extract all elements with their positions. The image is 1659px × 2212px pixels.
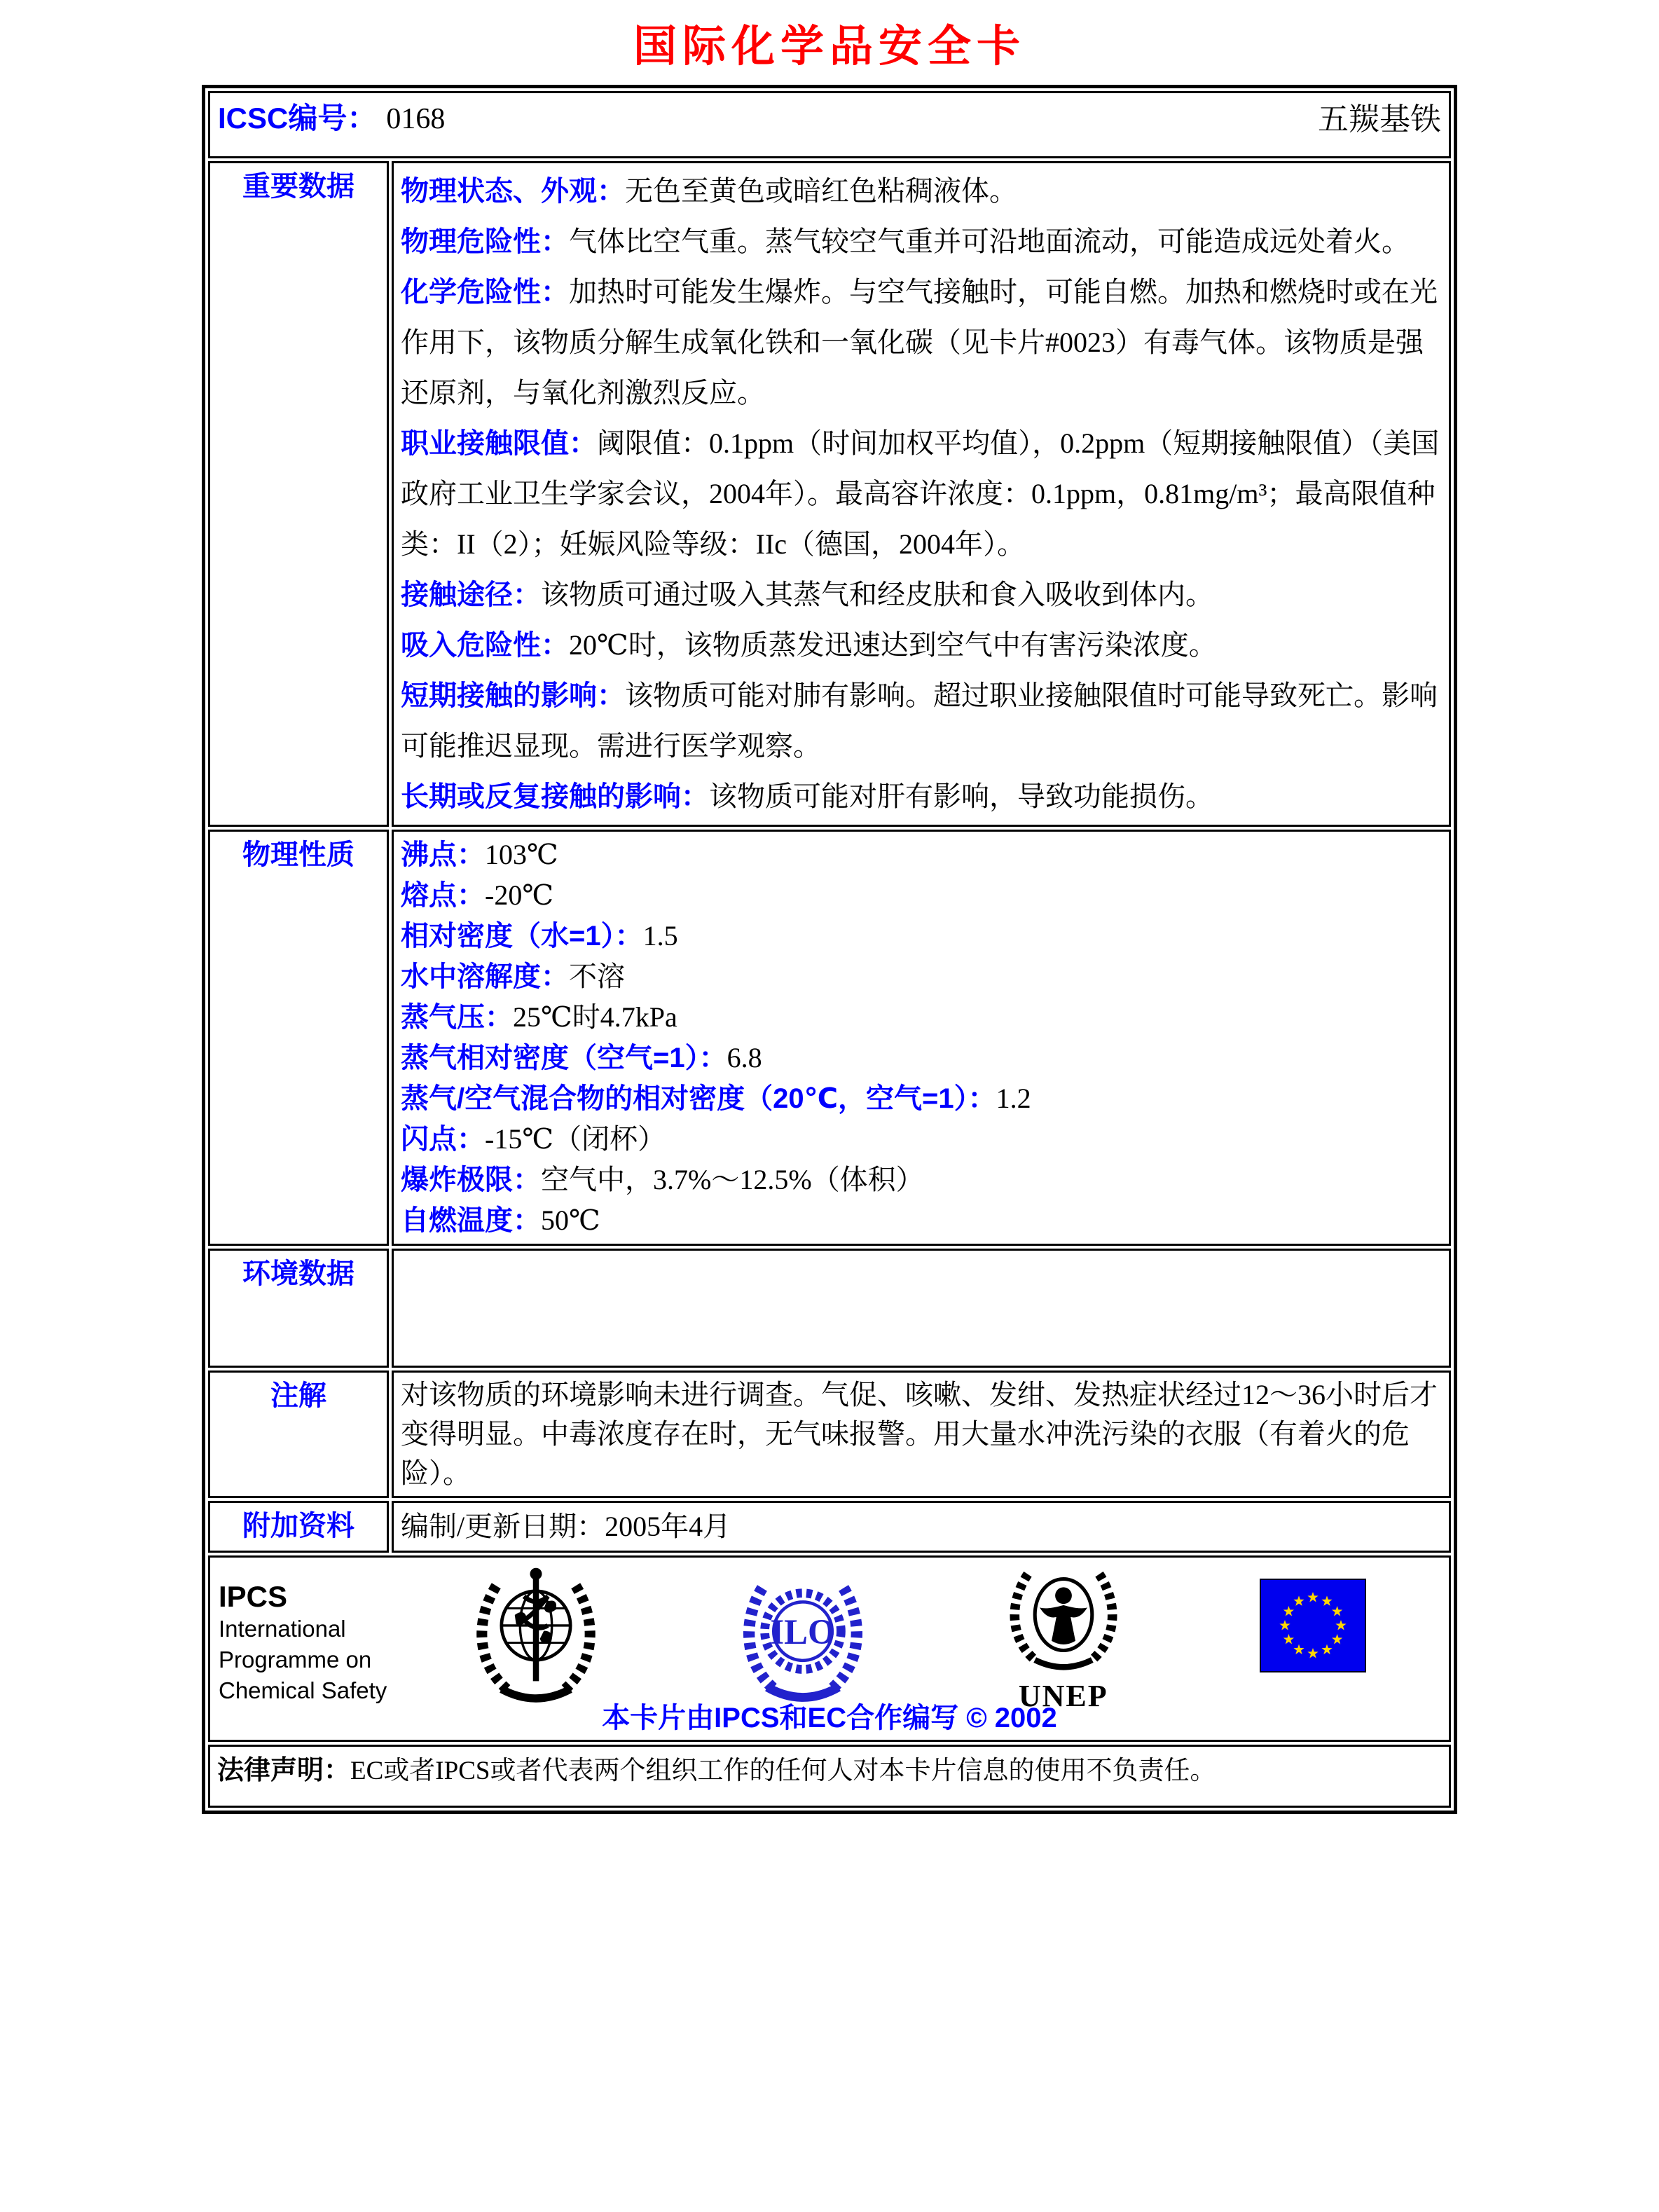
section-label-additional-info: 附加资料 xyxy=(208,1501,389,1553)
field-value: 20℃时，该物质蒸发迅速达到空气中有害污染浓度。 xyxy=(569,629,1217,661)
icsc-number-group xyxy=(218,95,445,137)
field-label: 长期或反复接触的影响： xyxy=(401,781,709,812)
ipcs-subtitle-line: Programme on xyxy=(219,1647,372,1672)
field-value: 阈限值：0.1ppm（时间加权平均值），0.2ppm（短期接触限值）（美国政府工业卫生学家会议，2004年）。最高容许浓度：0.1ppm，0.81mg/m³；最高限值种类：II（2）；妊娠风险等级：IIc（德国，2004年）。 xyxy=(401,427,1440,560)
field-label: 闪点： xyxy=(401,1124,485,1155)
data-item xyxy=(401,1078,1442,1119)
field-value: 该物质可能对肺有影响。超过职业接触限值时可能导致死亡。影响可能推迟显现。需进行医学观察。 xyxy=(401,680,1438,762)
data-item xyxy=(401,217,1442,267)
ilo-logo-icon xyxy=(739,1570,867,1711)
field-value: 103℃ xyxy=(485,839,558,870)
who-logo-icon xyxy=(469,1565,603,1714)
unep-logo-icon xyxy=(1004,1565,1123,1712)
data-item xyxy=(401,1200,1442,1241)
data-item xyxy=(401,418,1442,570)
icsc-number-value: 0168 xyxy=(386,103,446,135)
field-label: 短期接触的影响： xyxy=(401,680,625,711)
field-label: 熔点： xyxy=(401,880,485,911)
data-item xyxy=(401,875,1442,916)
card-header-row xyxy=(208,91,1451,158)
field-label: 蒸气相对密度（空气=1）： xyxy=(401,1043,727,1073)
data-item xyxy=(401,997,1442,1038)
field-label: 沸点： xyxy=(401,839,485,870)
unep-wordmark: UNEP xyxy=(1018,1679,1108,1713)
field-label: 物理状态、外观： xyxy=(401,176,625,207)
page-title: 国际化学品安全卡 xyxy=(633,22,1026,71)
section-content-environmental-data xyxy=(392,1249,1451,1368)
data-item xyxy=(401,1160,1442,1200)
field-value: -20℃ xyxy=(485,879,554,911)
data-item xyxy=(401,916,1442,956)
section-content-additional-info: 编制/更新日期：2005年4月 xyxy=(392,1501,1451,1553)
field-label: 蒸气/空气混合物的相对密度（20℃，空气=1）： xyxy=(401,1083,996,1114)
ipcs-subtitle-line: Chemical Safety xyxy=(219,1677,387,1703)
ipcs-acronym: IPCS xyxy=(219,1580,288,1613)
field-label: 接触途径： xyxy=(401,579,541,610)
ilo-letters: ILO xyxy=(770,1612,836,1652)
chemical-name: 五羰基铁 xyxy=(1318,102,1441,137)
field-label: 相对密度（水=1）： xyxy=(401,921,643,952)
ipcs-text-block xyxy=(219,1565,401,1706)
section-label-physical-properties: 物理性质 xyxy=(208,830,389,1246)
legal-notice-row xyxy=(208,1745,1451,1808)
safety-card-table xyxy=(202,85,1457,1814)
data-item xyxy=(401,1119,1442,1160)
field-value: 6.8 xyxy=(727,1042,762,1073)
section-label-important-data: 重要数据 xyxy=(208,161,389,827)
field-label: 吸入危险性： xyxy=(401,630,569,661)
notes-text: 对该物质的环境影响未进行调查。气促、咳嗽、发绀、发热症状经过12～36小时后才变得明显。中毒浓度存在时，无气味报警。用大量水冲洗污染的衣服（有着火的危险）。 xyxy=(401,1379,1438,1489)
field-value: 该物质可能对肝有影响，导致功能损伤。 xyxy=(709,781,1213,812)
field-value: 空气中，3.7%～12.5%（体积） xyxy=(541,1164,924,1195)
field-value: 气体比空气重。蒸气较空气重并可沿地面流动，可能造成远处着火。 xyxy=(569,226,1410,257)
legal-notice-text: EC或者IPCS或者代表两个组织工作的任何人对本卡片信息的使用不负责任。 xyxy=(350,1757,1216,1785)
field-value: 不溶 xyxy=(569,961,625,992)
data-item xyxy=(401,267,1442,418)
field-label: 职业接触限值： xyxy=(401,428,597,459)
field-label: 化学危险性： xyxy=(401,277,569,308)
section-content-important-data xyxy=(392,161,1451,827)
data-item xyxy=(401,771,1442,822)
ipcs-subtitle-line: International xyxy=(219,1616,346,1642)
legal-notice-label: 法律声明： xyxy=(217,1756,351,1785)
field-label: 爆炸极限： xyxy=(401,1165,541,1195)
section-label-environmental-data: 环境数据 xyxy=(208,1249,389,1368)
data-item xyxy=(401,166,1442,217)
field-label: 自燃温度： xyxy=(401,1205,541,1236)
field-label: 蒸气压： xyxy=(401,1002,513,1033)
data-item xyxy=(401,620,1442,671)
field-label: 物理危险性： xyxy=(401,226,569,257)
section-content-notes xyxy=(392,1371,1451,1498)
field-value: 1.2 xyxy=(996,1083,1031,1114)
field-value: 该物质可通过吸入其蒸气和经皮肤和食入吸收到体内。 xyxy=(541,579,1213,610)
field-value: 加热时可能发生爆炸。与空气接触时，可能自燃。加热和燃烧时或在光作用下，该物质分解生成氧化铁和一氧化碳（见卡片#0023）有毒气体。该物质是强还原剂，与氧化剂激烈反应。 xyxy=(401,276,1438,408)
eu-flag-icon xyxy=(1260,1579,1366,1676)
cooperation-credit: 本卡片由IPCS和EC合作编写 © 2002 xyxy=(602,1703,1057,1733)
data-item xyxy=(401,570,1442,620)
data-item xyxy=(401,1038,1442,1078)
section-content-physical-properties xyxy=(392,830,1451,1246)
section-label-notes: 注解 xyxy=(208,1371,389,1498)
field-value: -15℃（闭杯） xyxy=(485,1123,666,1155)
data-item xyxy=(401,956,1442,997)
icsc-number-label: ICSC编号： xyxy=(218,102,377,135)
data-item xyxy=(401,834,1442,875)
field-label: 水中溶解度： xyxy=(401,961,569,992)
field-value: 50℃ xyxy=(541,1204,600,1236)
organizations-footer-row xyxy=(208,1555,1451,1742)
field-value: 1.5 xyxy=(642,920,678,952)
field-value: 25℃时4.7kPa xyxy=(513,1001,677,1033)
data-item xyxy=(401,671,1442,771)
field-value: 无色至黄色或暗红色粘稠液体。 xyxy=(625,175,1017,207)
